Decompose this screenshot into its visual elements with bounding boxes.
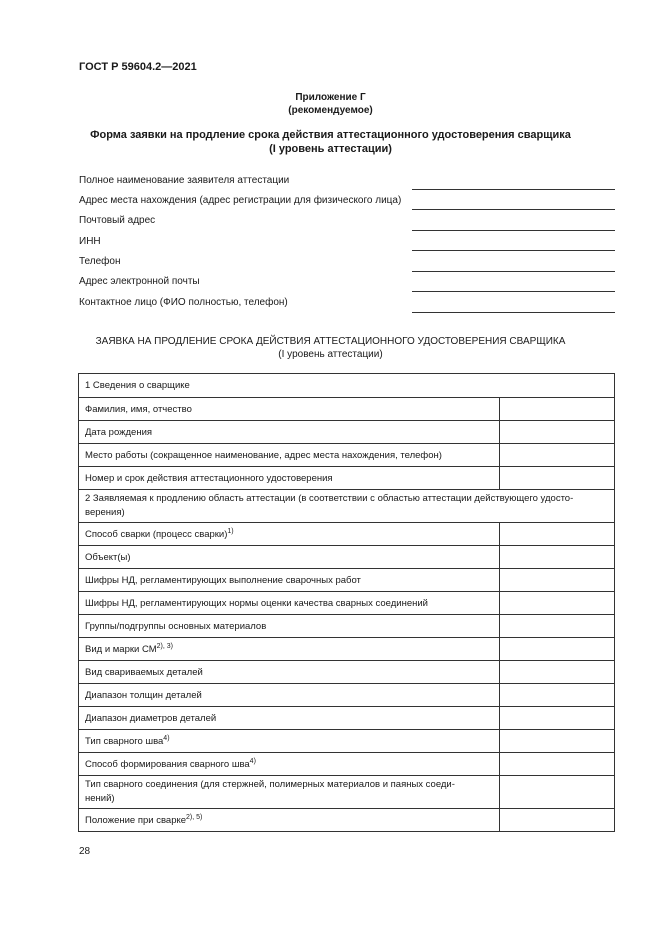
table-row bbox=[79, 661, 615, 684]
row-label-text: Вид и марки СМ bbox=[85, 644, 157, 656]
row-value-cell[interactable] bbox=[500, 730, 615, 753]
row-value-cell[interactable] bbox=[500, 753, 615, 776]
form-title-line2: (I уровень аттестации) bbox=[269, 143, 392, 155]
footnote-ref: 2), 3) bbox=[156, 642, 173, 650]
application-title: ЗАЯВКА НА ПРОДЛЕНИЕ СРОКА ДЕЙСТВИЯ АТТЕСТАЦИОННОГО УДОСТОВЕРЕНИЯ СВАРЩИКА bbox=[95, 336, 566, 347]
row-value-cell[interactable] bbox=[500, 523, 615, 546]
row-label: Группы/подгруппы основных материалов bbox=[79, 615, 500, 638]
section2-line1: 2 Заявляемая к продлению область аттестации (в соответствии с областью аттестации действующего удосто- bbox=[85, 493, 574, 504]
row-value-cell[interactable] bbox=[500, 398, 615, 421]
row-value-cell[interactable] bbox=[500, 615, 615, 638]
table-row bbox=[79, 753, 615, 776]
section2-line2: верения) bbox=[85, 507, 125, 518]
appendix-heading bbox=[0, 91, 661, 117]
row-joint-line2: нений) bbox=[85, 793, 115, 804]
field-label-phone: Телефон bbox=[79, 256, 121, 267]
row-label: Диапазон диаметров деталей bbox=[79, 707, 500, 730]
table-row bbox=[79, 684, 615, 707]
field-line-full-name[interactable] bbox=[412, 189, 615, 190]
row-label: Номер и срок действия аттестационного удостоверения bbox=[79, 467, 500, 490]
table-row bbox=[79, 638, 615, 661]
table-row bbox=[79, 615, 615, 638]
table-row bbox=[79, 467, 615, 490]
row-label bbox=[79, 809, 500, 832]
row-value-cell[interactable] bbox=[500, 661, 615, 684]
table-row bbox=[79, 776, 615, 809]
footnote-ref: 2), 5) bbox=[186, 813, 203, 821]
field-label-contact: Контактное лицо (ФИО полностью, телефон) bbox=[79, 297, 288, 308]
table-row bbox=[79, 421, 615, 444]
footnote-ref: 4) bbox=[163, 734, 170, 742]
row-label: Шифры НД, регламентирующих выполнение сварочных работ bbox=[79, 569, 500, 592]
row-label: Диапазон толщин деталей bbox=[79, 684, 500, 707]
row-label-text: Тип сварного шва bbox=[85, 736, 164, 748]
row-value-cell[interactable] bbox=[500, 592, 615, 615]
row-label-text: Способ сварки (процесс сварки) bbox=[85, 529, 228, 541]
page-number: 28 bbox=[79, 846, 91, 857]
row-joint-line1: Тип сварного соединения (для стержней, полимерных материалов и паяных соеди- bbox=[85, 779, 455, 790]
field-label-postal: Почтовый адрес bbox=[79, 215, 156, 226]
field-label-email: Адрес электронной почты bbox=[79, 276, 200, 287]
row-value-cell[interactable] bbox=[500, 421, 615, 444]
table-row bbox=[79, 707, 615, 730]
row-label bbox=[79, 776, 500, 809]
row-label-text: Способ формирования сварного шва bbox=[85, 759, 250, 771]
field-line-address[interactable] bbox=[412, 209, 615, 210]
row-value-cell[interactable] bbox=[500, 467, 615, 490]
row-value-cell[interactable] bbox=[500, 809, 615, 832]
row-value-cell[interactable] bbox=[500, 684, 615, 707]
row-label: Объект(ы) bbox=[79, 546, 500, 569]
row-label-text: Положение при сварке bbox=[85, 815, 187, 827]
footnote-ref: 1) bbox=[227, 527, 234, 535]
field-line-contact[interactable] bbox=[412, 312, 615, 313]
field-line-inn[interactable] bbox=[412, 250, 615, 251]
table-row bbox=[79, 592, 615, 615]
form-title-line1: Форма заявки на продление срока действия аттестационного удостоверения сварщика bbox=[90, 129, 571, 141]
field-line-email[interactable] bbox=[412, 291, 615, 292]
appendix-note: (рекомендуемое) bbox=[288, 105, 373, 116]
table-section-header bbox=[79, 490, 615, 523]
row-value-cell[interactable] bbox=[500, 444, 615, 467]
form-title bbox=[0, 128, 661, 156]
row-label: Место работы (сокращенное наименование, адрес места нахождения, телефон) bbox=[79, 444, 500, 467]
table-row bbox=[79, 569, 615, 592]
footnote-ref: 4) bbox=[249, 757, 256, 765]
appendix-title: Приложение Г bbox=[295, 92, 366, 103]
field-line-postal[interactable] bbox=[412, 230, 615, 231]
row-label: Дата рождения bbox=[79, 421, 500, 444]
table-row bbox=[79, 523, 615, 546]
row-label bbox=[79, 730, 500, 753]
table-row bbox=[79, 398, 615, 421]
table-row bbox=[79, 444, 615, 467]
field-label-full-name: Полное наименование заявителя аттестации bbox=[79, 175, 290, 186]
section2-label bbox=[79, 490, 615, 523]
row-label bbox=[79, 753, 500, 776]
section1-label: 1 Сведения о сварщике bbox=[79, 374, 615, 398]
table-row bbox=[79, 546, 615, 569]
application-heading bbox=[0, 335, 661, 361]
row-label: Фамилия, имя, отчество bbox=[79, 398, 500, 421]
application-subtitle: (I уровень аттестации) bbox=[278, 349, 383, 360]
row-value-cell[interactable] bbox=[500, 638, 615, 661]
field-line-phone[interactable] bbox=[412, 271, 615, 272]
table-section-header bbox=[79, 374, 615, 398]
row-value-cell[interactable] bbox=[500, 569, 615, 592]
row-label bbox=[79, 523, 500, 546]
field-label-inn: ИНН bbox=[79, 236, 101, 247]
table-row bbox=[79, 730, 615, 753]
application-table bbox=[78, 373, 615, 832]
row-label bbox=[79, 638, 500, 661]
row-label: Вид свариваемых деталей bbox=[79, 661, 500, 684]
row-label: Шифры НД, регламентирующих нормы оценки качества сварных соединений bbox=[79, 592, 500, 615]
standard-code: ГОСТ Р 59604.2—2021 bbox=[79, 61, 197, 73]
field-label-address: Адрес места нахождения (адрес регистрации для физического лица) bbox=[79, 195, 402, 206]
row-value-cell[interactable] bbox=[500, 707, 615, 730]
row-value-cell[interactable] bbox=[500, 546, 615, 569]
table-row bbox=[79, 809, 615, 832]
row-value-cell[interactable] bbox=[500, 776, 615, 809]
